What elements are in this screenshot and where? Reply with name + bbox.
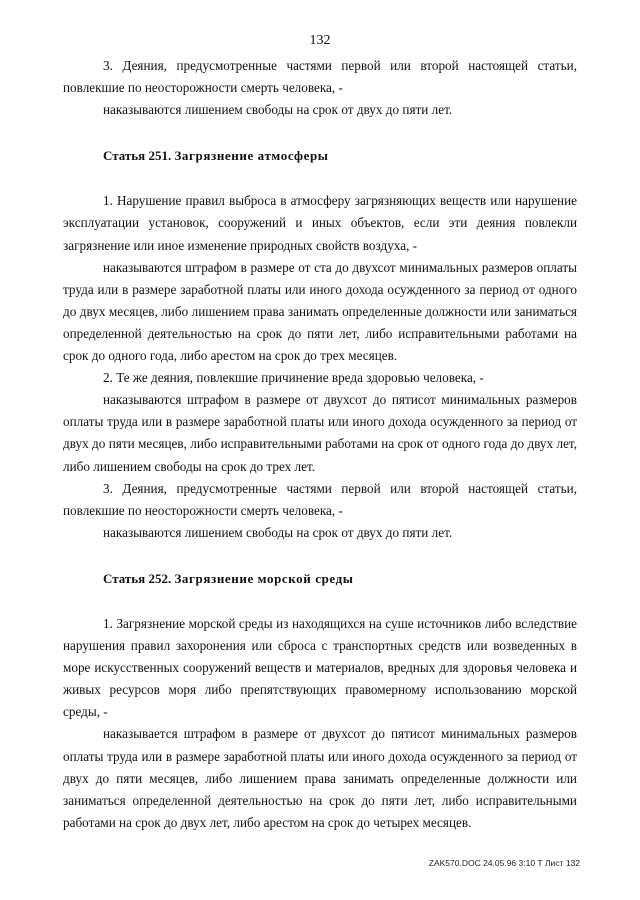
article-number: Статья 251. xyxy=(103,148,172,164)
paragraph-sanction: наказываются лишением свободы на срок от двух до пяти лет. xyxy=(103,102,453,118)
paragraph-sanction: наказывается штрафом в размере от двухсот до пятисот минимальных размеров оплаты труда или в размере заработной платы или иного дохода осужденного за период от двух до пяти месяцев, либо лишением права занимать определенные должности или заниматься определенной деятельностью на срок до пяти лет, либо исправительными работами на срок до двух лет, либо арестом на срок до четырех месяцев. xyxy=(63,726,577,830)
article-title: Загрязнение атмосферы xyxy=(174,148,329,164)
article-heading xyxy=(63,568,577,590)
document-body xyxy=(63,55,577,834)
paragraph: 3. Деяния, предусмотренные частями первой или второй настоящей статьи, повлекшие по неосторожности смерть человека, - xyxy=(63,58,577,96)
paragraph: 1. Загрязнение морской среды из находящихся на суше источников либо вследствие нарушения правил захоронения или сброса с транспортных средств или возведенных в море искусственных сооружений веществ и материалов, вредных для здоровья человека и живых ресурсов моря либо препятствующих правомерному использованию морской среды, - xyxy=(63,615,577,720)
article-number: Статья 252. xyxy=(103,570,172,586)
article-heading xyxy=(63,145,577,167)
paragraph: 1. Нарушение правил выброса в атмосферу загрязняющих веществ или нарушение эксплуатации установок, сооружений и иных объектов, если эти деяния повлекли загрязнение или иное изменение природных свойств воздуха, - xyxy=(63,193,577,253)
paragraph-sanction: наказываются лишением свободы на срок от двух до пяти лет. xyxy=(103,524,453,540)
article-title: Загрязнение морской среды xyxy=(174,570,354,586)
page-number: 132 xyxy=(309,33,331,48)
paragraph-sanction: наказываются штрафом в размере от двухсот до пятисот минимальных размеров оплаты труда или в размере заработной платы или иного дохода осужденного за период от двух до пяти месяцев, либо исправительными работами на срок от одного года до двух лет, либо лишением свободы на срок до трех лет. xyxy=(63,392,577,474)
paragraph: 3. Деяния, предусмотренные частями первой или второй настоящей статьи, повлекшие по неосторожности смерть человека, - xyxy=(63,480,577,518)
paragraph: 2. Те же деяния, повлекшие причинение вреда здоровью человека, - xyxy=(103,370,484,386)
paragraph-sanction: наказываются штрафом в размере от ста до двухсот минимальных размеров оплаты труда или в размере заработной платы или иного дохода осужденного за период от одного до двух месяцев, либо лишением права занимать определенные должности или заниматься определенной деятельностью на срок до пяти лет, либо исправительными работами на срок до одного года, либо арестом на срок до трех месяцев. xyxy=(63,259,577,364)
document-footer: ZAK570.DOC 24.05.96 3:10 Т Лист 132 xyxy=(428,858,580,868)
